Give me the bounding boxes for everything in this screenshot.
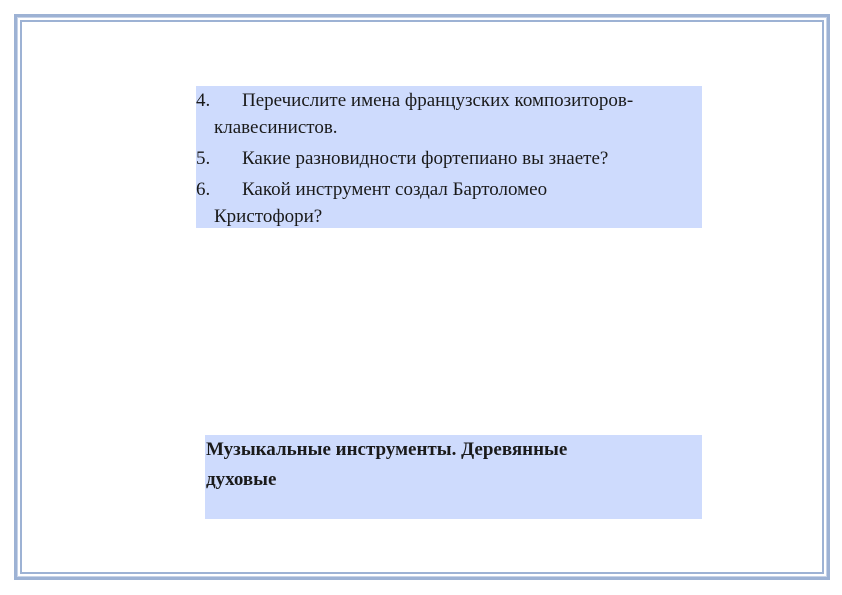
question-line: Какие разновидности фортепиано вы знаете? <box>242 148 609 169</box>
section-title-line: Музыкальные инструменты. Деревянные <box>206 439 568 460</box>
question-text <box>196 145 702 172</box>
question-item <box>196 87 702 141</box>
questions-box <box>196 86 702 228</box>
question-number: 4. <box>196 90 211 111</box>
section-title <box>206 435 702 495</box>
question-item <box>196 176 702 230</box>
question-number: 6. <box>196 179 211 200</box>
question-number: 5. <box>196 148 211 169</box>
question-line: Перечислите имена французских композиторов- <box>242 90 634 111</box>
section-title-line: духовые <box>206 469 277 490</box>
section-title-box <box>205 435 702 519</box>
question-line: Какой инструмент создал Бартоломео <box>242 179 548 200</box>
question-text <box>196 87 702 141</box>
question-item <box>196 145 702 172</box>
question-line-continuation: Кристофори? <box>214 206 323 227</box>
question-text <box>196 176 702 230</box>
question-line-continuation: клавесинистов. <box>214 117 338 138</box>
